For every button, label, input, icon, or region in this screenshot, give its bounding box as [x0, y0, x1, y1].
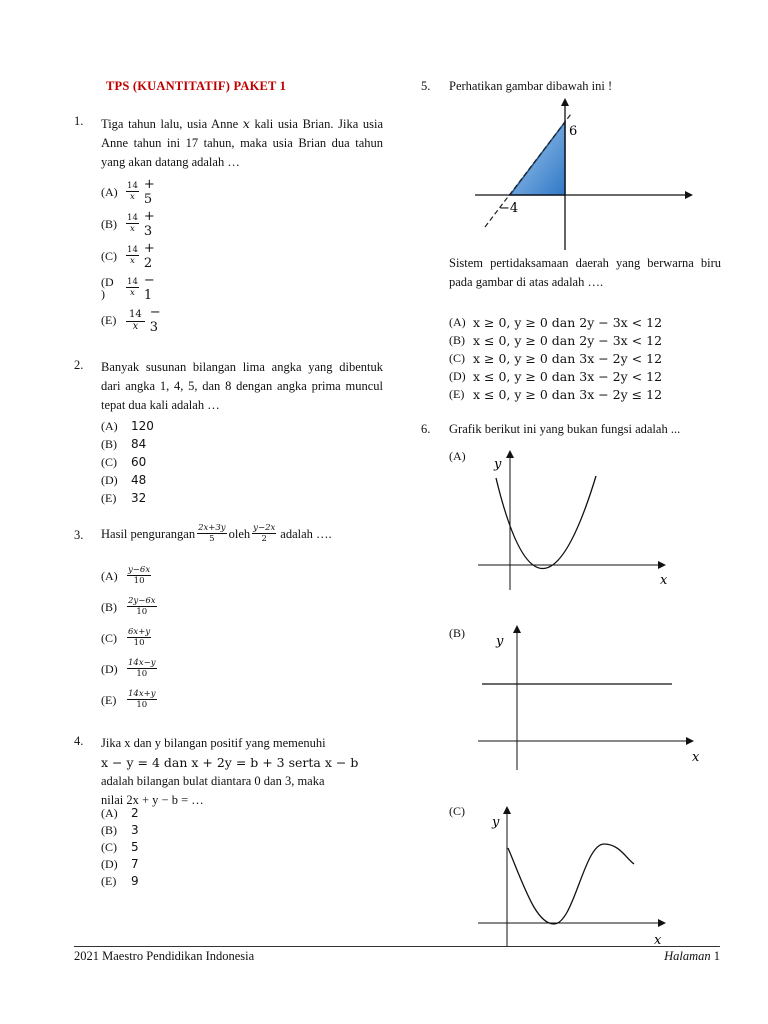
axis-label-x: x: [692, 750, 700, 765]
option-label: (C): [101, 454, 117, 469]
option-label: (D ): [101, 275, 114, 301]
fraction-denominator: x: [130, 288, 135, 298]
answer-option: [449, 331, 662, 349]
shaded-region: [510, 122, 565, 195]
answer-option: [101, 471, 146, 489]
option-value: 9: [131, 874, 139, 888]
answer-option: [449, 313, 662, 331]
fraction-numerator: y−6x: [128, 565, 151, 575]
option-label: (A): [449, 449, 466, 463]
option-label: (C): [101, 249, 117, 263]
question-number: 4.: [74, 734, 84, 748]
option-label: (E): [101, 692, 117, 707]
region-graph: [465, 98, 695, 250]
option-label: (C): [449, 350, 465, 365]
page-label: Halaman: [664, 949, 711, 963]
option-value: 5: [131, 840, 139, 854]
page-number: 1: [713, 949, 720, 963]
fraction-numerator: 14: [127, 277, 138, 287]
fraction-denominator: x: [132, 320, 139, 332]
fraction-denominator: 10: [133, 638, 145, 648]
option-value: x ≥ 0, y ≥ 0 dan 3x − 2y < 12: [473, 350, 663, 366]
question-text-part: oleh: [228, 526, 251, 541]
fraction-numerator: y−2x: [253, 523, 276, 533]
question-text: Tiga tahun lalu, usia Anne x kali usia Brian. Jika usia Anne tahun ini 17 tahun, maka usia Brian dua tahun yang akan datang adalah …: [101, 116, 383, 169]
option-value: 60: [131, 455, 147, 469]
answer-option: [101, 435, 146, 453]
fraction-numerator: 2y−6x: [128, 596, 156, 606]
fraction: [126, 309, 145, 332]
fraction-numerator: 14: [127, 245, 138, 255]
answer-option: [101, 821, 139, 839]
option-label: (A): [101, 185, 118, 199]
option-label: (D): [101, 661, 118, 676]
fraction-numerator: 14: [127, 181, 138, 191]
question-number: 3.: [74, 528, 84, 542]
fraction-denominator: x: [130, 224, 135, 234]
option-label: (E): [449, 386, 465, 401]
answer-option: [101, 274, 162, 302]
option-label: (B): [101, 822, 117, 837]
fraction: [126, 246, 139, 266]
option-value: x ≥ 0, y ≥ 0 dan 2y − 3x < 12: [473, 314, 663, 330]
fraction-denominator: 10: [136, 607, 148, 617]
option-label: (B): [101, 217, 117, 231]
question-text: [101, 524, 391, 544]
answer-option: [101, 593, 159, 621]
question-text: Sistem pertidaksamaan daerah yang berwarna biru pada gambar di atas adalah ….: [449, 256, 721, 289]
answer-option: [449, 367, 662, 385]
option-label: (D): [449, 368, 466, 383]
question-line: x − y = 4 dan x + 2y = b + 3 serta x − b: [101, 755, 359, 770]
answer-option: [101, 624, 153, 652]
option-label: (C): [449, 804, 465, 818]
option-label: (A): [449, 314, 466, 329]
question-line: nilai 2x + y − b = …: [101, 793, 204, 807]
option-value: 7: [131, 857, 139, 871]
question-line: adalah bilangan bulat diantara 0 dan 3, maka: [101, 774, 325, 788]
graph-c: [474, 806, 674, 946]
fraction-denominator: x: [130, 192, 135, 202]
axis-label-y: y: [492, 815, 500, 830]
fraction: [126, 182, 139, 202]
option-label: (D): [101, 472, 118, 487]
option-value: 3: [131, 823, 139, 837]
option-label: (E): [101, 873, 117, 888]
axis-label-y: y: [494, 457, 502, 472]
option-rest: + 2: [143, 241, 155, 271]
option-value: 120: [131, 419, 154, 433]
question-number: 6.: [421, 422, 431, 436]
answer-option: [101, 872, 139, 890]
question-line: Jika x dan y bilangan positif yang memenuhi: [101, 736, 326, 750]
fraction-numerator: 14: [127, 213, 138, 223]
option-label: (B): [449, 332, 465, 347]
fraction-denominator: 10: [136, 700, 148, 710]
option-rest: + 5: [143, 177, 155, 207]
question-text: [101, 734, 383, 810]
fraction: [127, 659, 157, 679]
option-value: x ≤ 0, y ≥ 0 dan 3x − 2y < 12: [473, 368, 663, 384]
option-value: 48: [131, 473, 147, 487]
question-text-part: Hasil pengurangan: [101, 526, 196, 541]
axis-label-y: y: [496, 634, 504, 649]
fraction-denominator: 2: [261, 534, 267, 544]
option-value: x ≤ 0, y ≥ 0 dan 2y − 3x < 12: [473, 332, 663, 348]
answer-option: [101, 306, 168, 334]
option-rest: + 3: [143, 209, 155, 239]
fraction: [126, 214, 139, 234]
fraction-denominator: x: [130, 256, 135, 266]
fraction: [127, 690, 157, 710]
footer-left: 2021 Maestro Pendidikan Indonesia: [74, 949, 255, 963]
fraction: [127, 566, 151, 586]
fraction: [126, 278, 139, 298]
answer-option: [101, 804, 139, 822]
graph-a: [474, 450, 674, 590]
fraction-numerator: 14x−y: [128, 658, 156, 668]
footer-right: [664, 949, 720, 964]
option-label: (C): [101, 839, 117, 854]
parabola-curve: [496, 476, 596, 569]
question-text: Grafik berikut ini yang bukan fungsi adalah ...: [449, 422, 681, 436]
option-label: (B): [449, 626, 465, 640]
option-value: 84: [131, 437, 147, 451]
answer-option: [449, 385, 662, 403]
fraction-numerator: 14x+y: [128, 689, 156, 699]
answer-option: [101, 210, 162, 238]
answer-option: [101, 178, 162, 206]
answer-option: [101, 489, 146, 507]
axis-label-x: x: [654, 933, 662, 946]
question-text-part: adalah ….: [280, 526, 332, 541]
answer-option: [101, 417, 154, 435]
option-label: (A): [101, 805, 118, 820]
answer-option: [101, 562, 153, 590]
question-number: 2.: [74, 358, 84, 372]
option-label: (E): [101, 313, 117, 327]
fraction-numerator: 6x+y: [128, 627, 151, 637]
answer-option: [101, 686, 159, 714]
fraction: [127, 628, 151, 648]
option-label: (A): [101, 568, 118, 583]
option-label: (D): [101, 856, 118, 871]
question-number: 1.: [74, 114, 84, 128]
x-intercept-label: −4: [499, 201, 519, 216]
option-value: x ≤ 0, y ≥ 0 dan 3x − 2y ≤ 12: [473, 386, 663, 402]
question-number: 5.: [421, 79, 431, 93]
answer-option: [101, 453, 146, 471]
option-label: (B): [101, 599, 117, 614]
footer-divider: [74, 946, 720, 947]
answer-option: [449, 349, 662, 367]
option-value: 32: [131, 491, 147, 505]
option-value: 2: [131, 806, 139, 820]
option-label: (E): [101, 490, 117, 505]
y-intercept-label: 6: [569, 124, 578, 139]
page-title: TPS (KUANTITATIF) PAKET 1: [106, 79, 287, 93]
option-rest: − 1: [143, 273, 155, 303]
option-rest: − 3: [149, 305, 161, 335]
option-label: (C): [101, 630, 117, 645]
option-label: (B): [101, 436, 117, 451]
wave-curve: [508, 844, 634, 924]
fraction-denominator: 10: [136, 669, 148, 679]
axis-label-x: x: [660, 573, 668, 588]
question-text: Banyak susunan bilangan lima angka yang dibentuk dari angka 1, 4, 5, dan 8 dengan angka prima muncul tepat dua kali adalah …: [101, 360, 383, 412]
question-text: Perhatikan gambar dibawah ini !: [449, 79, 613, 93]
answer-option: [101, 242, 162, 270]
fraction: [127, 597, 157, 617]
answer-option: [101, 655, 159, 683]
answer-option: [101, 838, 139, 856]
graph-b: [474, 625, 704, 770]
option-label: (A): [101, 418, 118, 433]
fraction-denominator: 10: [133, 576, 145, 586]
fraction-denominator: 5: [209, 534, 215, 544]
fraction-numerator: 2x+3y: [198, 523, 226, 533]
fraction-numerator: 14: [126, 309, 145, 322]
answer-option: [101, 855, 139, 873]
